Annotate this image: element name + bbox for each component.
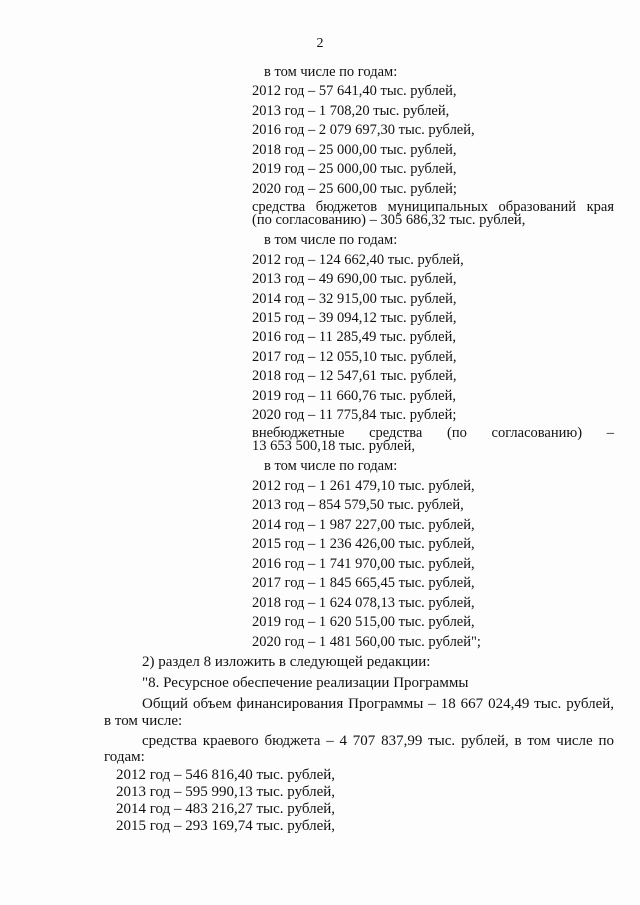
year-line: 2019 год – 1 620 515,00 тыс. рублей, — [252, 614, 475, 630]
year-line: 2017 год – 1 845 665,45 тыс. рублей, — [252, 575, 475, 591]
year-line: 2020 год – 25 600,00 тыс. рублей; — [252, 181, 457, 197]
year-line: 2015 год – 1 236 426,00 тыс. рублей, — [252, 536, 475, 552]
year-line: 2013 год – 49 690,00 тыс. рублей, — [252, 271, 457, 287]
years-intro: в том числе по годам: — [264, 458, 398, 474]
extrabudget-amount: 13 653 500,18 тыс. рублей, — [252, 438, 415, 454]
year-line: 2016 год – 2 079 697,30 тыс. рублей, — [252, 122, 475, 138]
year-line: 2012 год – 1 261 479,10 тыс. рублей, — [252, 478, 475, 494]
year-line: 2017 год – 12 055,10 тыс. рублей, — [252, 349, 457, 365]
year-line: 2012 год – 124 662,40 тыс. рублей, — [252, 252, 464, 268]
year-line: 2014 год – 32 915,00 тыс. рублей, — [252, 291, 457, 307]
year-line: 2013 год – 854 579,50 тыс. рублей, — [252, 497, 464, 513]
year-line: 2012 год – 546 816,40 тыс. рублей, — [116, 767, 336, 783]
municipal-budget-line: средства бюджетов муниципальных образований края — [252, 199, 614, 215]
year-line: 2013 год – 595 990,13 тыс. рублей, — [116, 784, 336, 800]
year-line: 2016 год – 11 285,49 тыс. рублей, — [252, 329, 456, 345]
regional-budget-cont: годам: — [104, 749, 145, 765]
total-funding-line: Общий объем финансирования Программы – 18 667 024,49 тыс. рублей, — [142, 696, 614, 712]
year-line: 2018 год – 1 624 078,13 тыс. рублей, — [252, 595, 475, 611]
page-number: 2 — [316, 36, 324, 51]
year-line: 2019 год – 11 660,76 тыс. рублей, — [252, 388, 456, 404]
year-line: 2015 год – 293 169,74 тыс. рублей, — [116, 818, 336, 834]
year-line: 2018 год – 25 000,00 тыс. рублей, — [252, 142, 457, 158]
year-line: 2016 год – 1 741 970,00 тыс. рублей, — [252, 556, 475, 572]
year-line: 2014 год – 483 216,27 тыс. рублей, — [116, 801, 336, 817]
section-title: "8. Ресурсное обеспечение реализации Программы — [142, 675, 469, 691]
year-line: 2013 год – 1 708,20 тыс. рублей, — [252, 103, 450, 119]
item-heading: 2) раздел 8 изложить в следующей редакции: — [142, 654, 431, 670]
year-line: 2012 год – 57 641,40 тыс. рублей, — [252, 83, 457, 99]
municipal-budget-amount: (по согласованию) – 305 686,32 тыс. рублей, — [252, 212, 526, 228]
extrabudget-line: внебюджетные средства (по согласованию) – — [252, 425, 614, 441]
years-intro: в том числе по годам: — [264, 64, 398, 80]
regional-budget-line: средства краевого бюджета – 4 707 837,99 тыс. рублей, в том числе по — [142, 733, 614, 749]
total-funding-cont: в том числе: — [104, 713, 183, 729]
year-line: 2020 год – 11 775,84 тыс. рублей; — [252, 407, 457, 423]
years-intro: в том числе по годам: — [264, 232, 398, 248]
year-line: 2018 год – 12 547,61 тыс. рублей, — [252, 368, 457, 384]
year-line: 2015 год – 39 094,12 тыс. рублей, — [252, 310, 457, 326]
year-line: 2019 год – 25 000,00 тыс. рублей, — [252, 161, 457, 177]
year-line: 2014 год – 1 987 227,00 тыс. рублей, — [252, 517, 475, 533]
year-line: 2020 год – 1 481 560,00 тыс. рублей"; — [252, 634, 481, 650]
